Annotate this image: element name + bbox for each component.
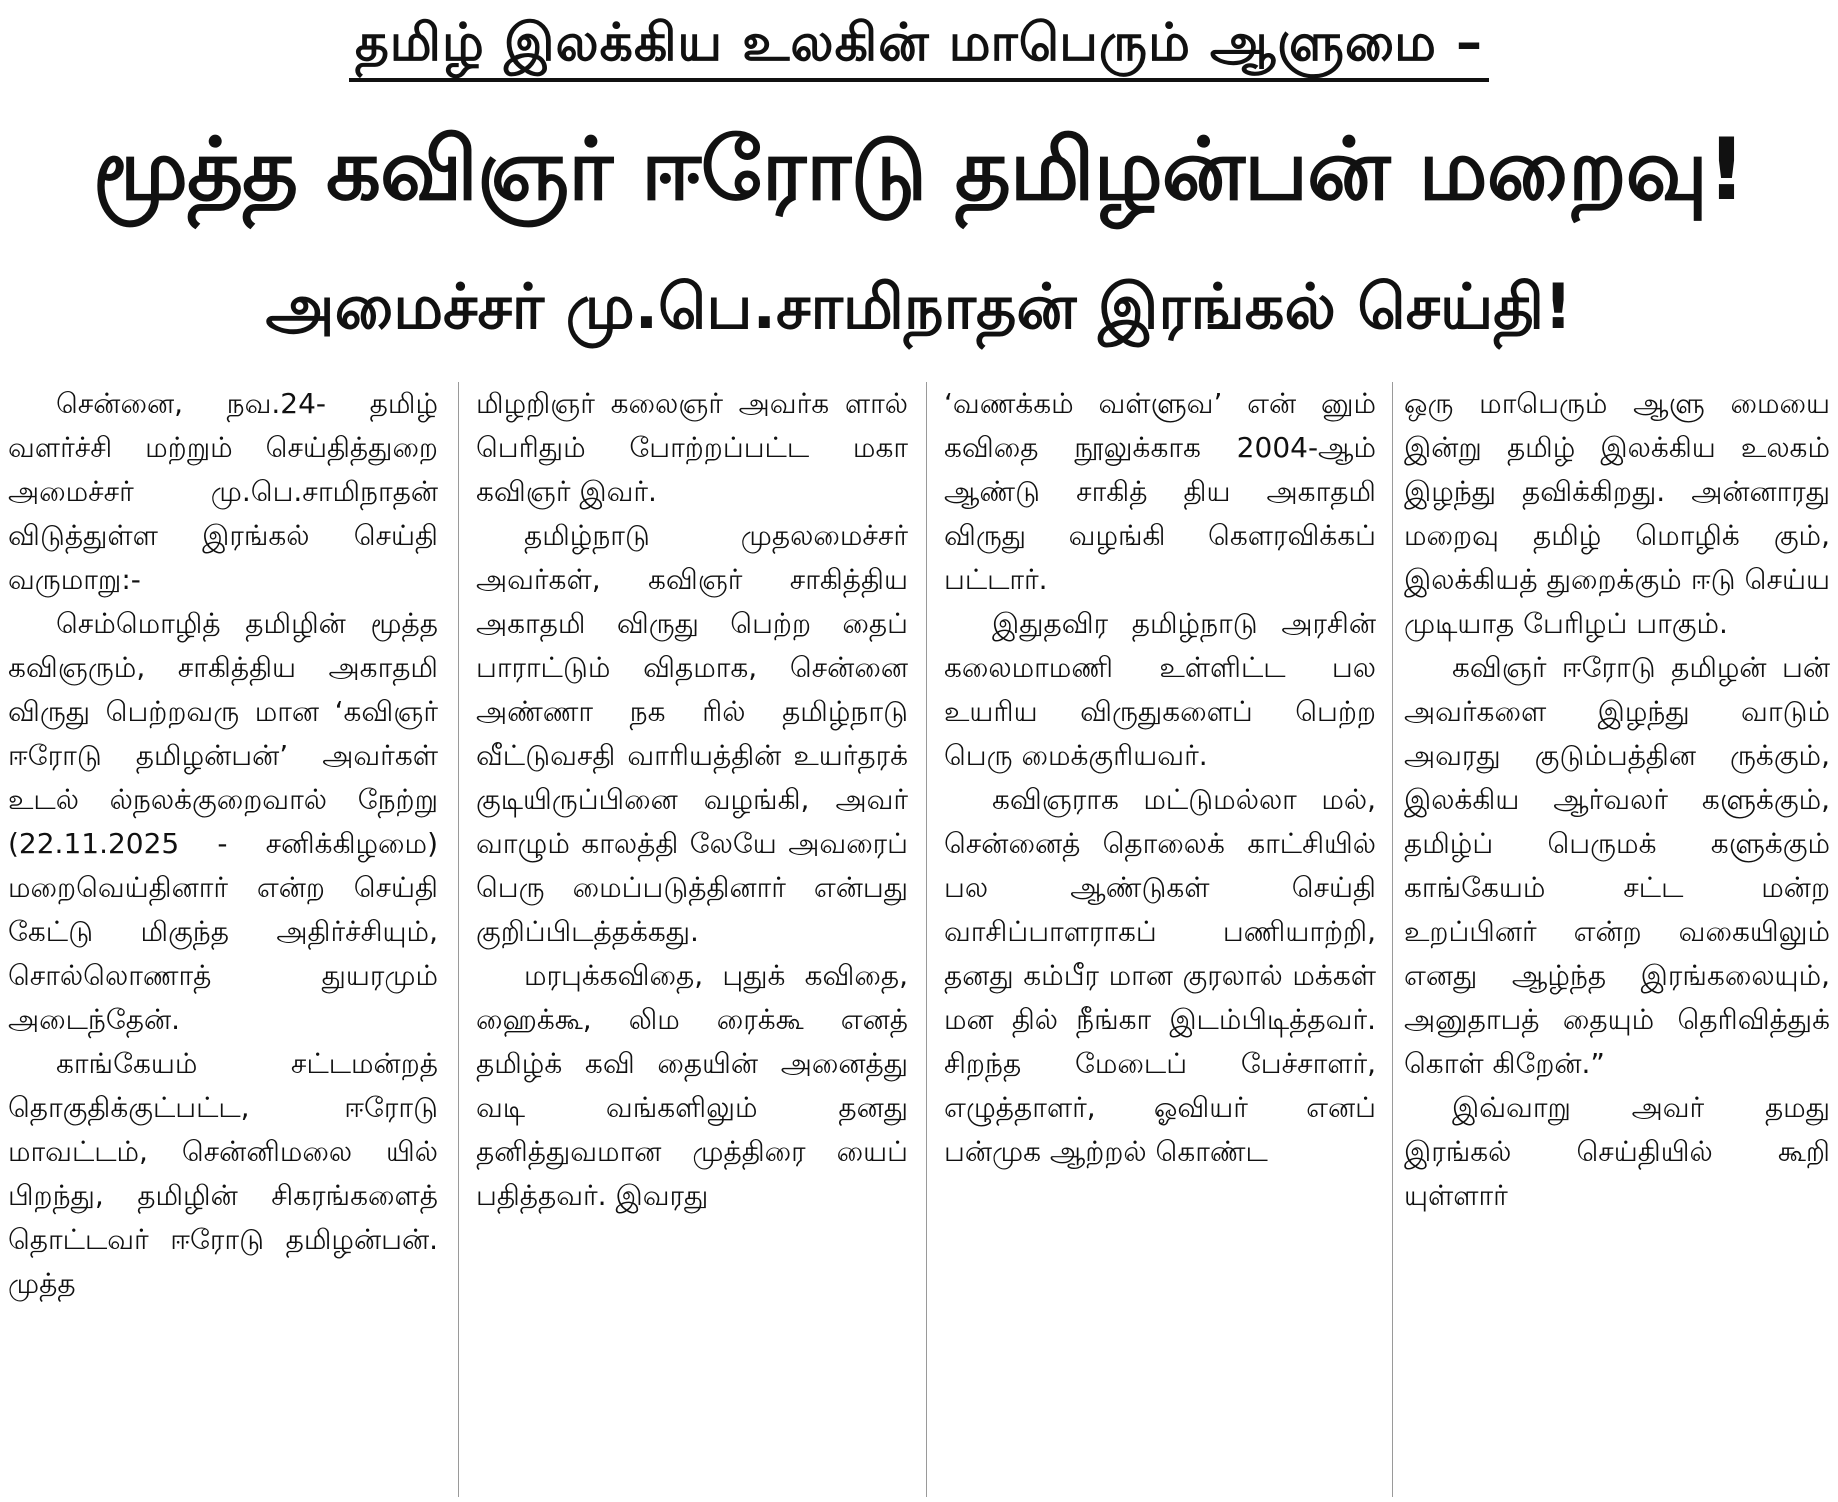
article-column-3 <box>944 382 1376 1497</box>
paragraph: இவ்வாறு அவர் தமது இரங்கல் செய்தியில் கூறி யுள்ளார் <box>1404 1091 1830 1212</box>
paragraph: காங்கேயம் சட்டமன்றத் தொகுதிக்குட்பட்ட, ஈரோடு மாவட்டம், சென்னிமலை யில் பிறந்து, தமிழின் சிகரங்களைத் தொட்டவர் ஈரோடு தமிழன்பன். முத்த <box>8 1047 438 1300</box>
subheadline: அமைச்சர் மு.பெ.சாமிநாதன் இரங்கல் செய்தி! <box>265 270 1573 343</box>
paragraph: மிழறிஞர் கலைஞர் அவர்க ளால் பெரிதும் போற்றப்பட்ட மகா கவிஞர் இவர். <box>476 387 908 508</box>
paragraph: ‘வணக்கம் வள்ளுவ’ என் னும் கவிதை நூலுக்காக 2004-ஆம் ஆண்டு சாகித் திய அகாதமி விருது வழங்கி கௌரவிக்கப் பட்டார். <box>944 387 1376 596</box>
column-divider <box>926 382 927 1497</box>
article-body <box>0 382 1838 1497</box>
article-column-4 <box>1404 382 1830 1497</box>
kicker-line <box>0 10 1838 82</box>
paragraph: தமிழ்நாடு முதலமைச்சர் அவர்கள், கவிஞர் சாகித்திய அகாதமி விருது பெற்ற தைப் பாராட்டும் விதமாக, சென்னை அண்ணா நக ரில் தமிழ்நாடு வீட்டுவசதி வாரியத்தின் உயர்தரக் குடியிருப்பினை வழங்கி, அவர் வாழும் காலத்தி லேயே அவரைப் பெரு மைப்படுத்தினார் என்பது குறிப்பிடத்தக்கது. <box>476 519 908 948</box>
article-column-1 <box>8 382 438 1497</box>
column-divider <box>458 382 459 1497</box>
paragraph: கவிஞராக மட்டுமல்லா மல், சென்னைத் தொலைக் காட்சியில் பல ஆண்டுகள் செய்தி வாசிப்பாளராகப் பணியாற்றி, தனது கம்பீர மான குரலால் மக்கள் மன தில் நீங்கா இடம்பிடித்தவர். சிறந்த மேடைப் பேச்சாளர், எழுத்தாளர், ஓவியர் எனப் பன்முக ஆற்றல் கொண்ட <box>944 783 1376 1168</box>
article-column-2 <box>476 382 908 1497</box>
column-divider <box>1392 382 1393 1497</box>
paragraph: கவிஞர் ஈரோடு தமிழன் பன் அவர்களை இழந்து வாடும் அவரது குடும்பத்தின ருக்கும், இலக்கிய ஆர்வலர் களுக்கும், தமிழ்ப் பெருமக் களுக்கும் காங்கேயம் சட்ட மன்ற உறப்பினர் என்ற வகையிலும் எனது ஆழ்ந்த இரங்கலையும், அனுதாபத் தையும் தெரிவித்துக் கொள் கிறேன்.” <box>1404 651 1830 1080</box>
paragraph: செம்மொழித் தமிழின் மூத்த கவிஞரும், சாகித்திய அகாதமி விருது பெற்றவரு மான ‘கவிஞர் ஈரோடு தமிழன்பன்’ அவர்கள் உடல் ல்நலக்குறைவால் நேற்று (22.11.2025 - சனிக்கிழமை) மறைவெய்தினார் என்ற செய்தி கேட்டு மிகுந்த அதிர்ச்சியும், சொல்லொணாத் துயரமும் அடைந்தேன். <box>8 607 438 1036</box>
paragraph: சென்னை, நவ.24- தமிழ் வளர்ச்சி மற்றும் செய்தித்துறை அமைச்சர் மு.பெ.சாமிநாதன் விடுத்துள்ள இரங்கல் செய்தி வருமாறு:- <box>8 387 438 596</box>
paragraph: மரபுக்கவிதை, புதுக் கவிதை, ஹைக்கூ, லிம ரைக்கூ எனத் தமிழ்க் கவி தையின் அனைத்து வடி வங்களிலும் தனது தனித்துவமான முத்திரை யைப் பதித்தவர். இவரது <box>476 959 908 1212</box>
paragraph: இதுதவிர தமிழ்நாடு அரசின் கலைமாமணி உள்ளிட்ட பல உயரிய விருதுகளைப் பெற்ற பெரு மைக்குரியவர். <box>944 607 1376 772</box>
headline: மூத்த கவிஞர் ஈரோடு தமிழன்பன் மறைவு! <box>92 120 1746 220</box>
kicker-text: தமிழ் இலக்கிய உலகின் மாபெரும் ஆளுமை – <box>349 10 1489 82</box>
paragraph: ஒரு மாபெரும் ஆளு மையை இன்று தமிழ் இலக்கிய உலகம் இழந்து தவிக்கிறது. அன்னாரது மறைவு தமிழ் மொழிக் கும், இலக்கியத் துறைக்கும் ஈடு செய்ய முடியாத பேரிழப் பாகும். <box>1404 387 1830 640</box>
